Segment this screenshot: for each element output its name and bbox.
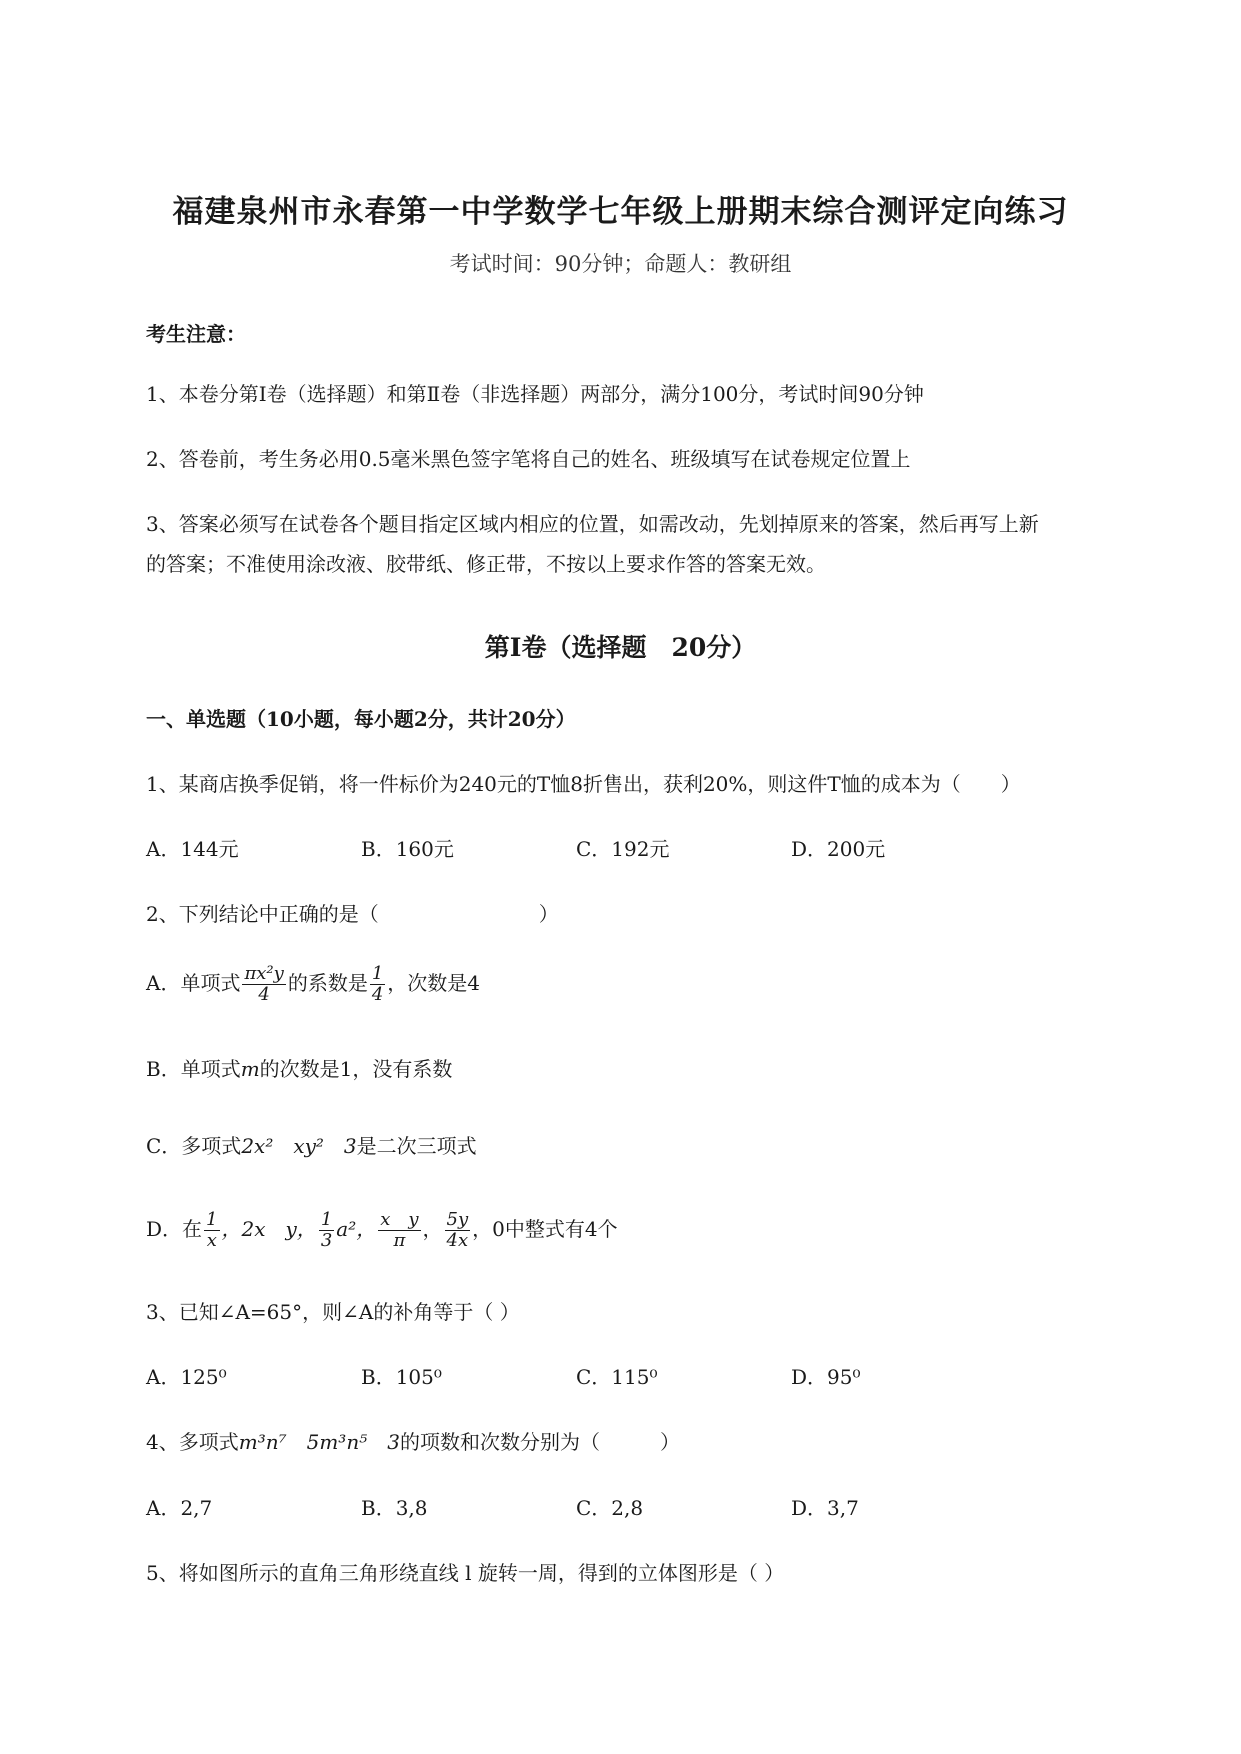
part-heading: 一、单选题（10小题，每小题2分，共计20分） <box>146 707 576 731</box>
question-1-option-b: B．160元 <box>361 837 454 861</box>
fraction-denominator: 4x <box>446 1229 469 1251</box>
fraction-numerator: 5y <box>446 1209 469 1230</box>
fraction-numerator: 1 <box>371 963 384 984</box>
question-4-suffix: 的项数和次数分别为（ ） <box>399 1430 680 1454</box>
question-1-option-c: C．192元 <box>576 837 670 861</box>
question-3-stem: 3、已知∠A=65°，则∠A的补角等于（ ） <box>146 1300 520 1324</box>
question-1-option-a: A．144元 <box>146 837 239 861</box>
fraction-numerator: 1 <box>320 1209 333 1230</box>
option-d-prefix: D．在 <box>146 1216 203 1241</box>
option-a-mid: 的系数是 <box>287 970 368 995</box>
fraction-denominator: x <box>206 1229 217 1251</box>
fraction-numerator: πx²y <box>244 963 284 984</box>
polynomial-expression: 2x² xy² 3 <box>241 1134 357 1158</box>
question-3-option-c: C．115⁰ <box>576 1365 658 1389</box>
question-4-option-c: C．2,8 <box>576 1496 644 1520</box>
fraction-denominator: 4 <box>258 983 270 1005</box>
question-3-option-b: B．105⁰ <box>361 1365 442 1389</box>
fraction-denominator: π <box>393 1229 406 1251</box>
fraction-numerator: 1 <box>206 1209 218 1230</box>
notice-heading: 考生注意： <box>146 322 246 346</box>
question-4-prefix: 4、多项式 <box>146 1430 239 1454</box>
question-3-option-a: A．125⁰ <box>146 1365 227 1389</box>
polynomial-expression: m³n⁷ 5m³n⁵ 3 <box>238 1430 400 1454</box>
fraction-numerator: x y <box>380 1209 419 1230</box>
exam-subtitle: 考试时间：90分钟；命题人：教研组 <box>449 252 792 276</box>
section-title: 第I卷（选择题 20分） <box>484 633 757 662</box>
question-1-stem: 1、某商店换季促销，将一件标价为240元的T恤8折售出，获利20%，则这件T恤的成本为（ ） <box>146 772 1021 796</box>
option-d-suffix: ，0中整式有4个 <box>472 1216 618 1241</box>
variable-m: m <box>240 1057 260 1081</box>
notice-item-3: 3、答案必须写在试卷各个题目指定区域内相应的位置，如需改动，先划掉原来的答案，然后再写上新 <box>146 512 1039 536</box>
question-5-stem: 5、将如图所示的直角三角形绕直线 l 旋转一周，得到的立体图形是（ ） <box>146 1561 785 1585</box>
question-4-stem <box>146 1426 680 1455</box>
question-2-option-a <box>146 964 480 1005</box>
expression-a-squared: a²， <box>336 1216 377 1241</box>
question-1-option-d: D．200元 <box>791 837 886 861</box>
fraction-1-over-4 <box>370 964 385 1005</box>
question-3-option-d: D．95⁰ <box>791 1365 861 1389</box>
fraction-x-y-over-pi <box>378 1210 420 1251</box>
question-4-option-d: D．3,7 <box>791 1496 859 1520</box>
question-2-option-b <box>146 1053 452 1082</box>
fraction-1-over-x <box>204 1210 219 1251</box>
option-c-prefix: C．多项式 <box>146 1134 242 1158</box>
question-2-stem: 2、下列结论中正确的是（ ） <box>146 902 559 926</box>
expression-2x-y: ，2x y， <box>221 1216 317 1241</box>
question-4-option-a: A．2,7 <box>146 1496 213 1520</box>
question-4-option-b: B．3,8 <box>361 1496 428 1520</box>
notice-item-2: 2、答卷前，考生务必用0.5毫米黑色签字笔将自己的姓名、班级填写在试卷规定位置上 <box>146 447 911 471</box>
option-c-suffix: 是二次三项式 <box>356 1134 477 1158</box>
fraction-1-over-3 <box>319 1210 334 1251</box>
option-a-suffix: ，次数是4 <box>387 970 481 995</box>
fraction-pi-x2y-over-4 <box>242 964 285 1005</box>
fraction-5y-over-4x <box>445 1210 471 1251</box>
fraction-denominator: 4 <box>371 983 384 1005</box>
question-2-option-c <box>146 1130 477 1159</box>
question-2-option-d <box>146 1210 618 1251</box>
option-a-prefix: A．单项式 <box>146 970 241 995</box>
notice-item-1: 1、本卷分第I卷（选择题）和第Ⅱ卷（非选择题）两部分，满分100分，考试时间90分钟 <box>146 382 924 406</box>
exam-title: 福建泉州市永春第一中学数学七年级上册期末综合测评定向练习 <box>172 194 1069 230</box>
fraction-denominator: 3 <box>320 1229 333 1251</box>
separator: ， <box>422 1216 443 1241</box>
notice-item-3-cont: 的答案；不准使用涂改液、胶带纸、修正带，不按以上要求作答的答案无效。 <box>146 552 826 576</box>
option-b-suffix: 的次数是1，没有系数 <box>259 1057 453 1081</box>
option-b-prefix: B．单项式 <box>146 1057 241 1081</box>
